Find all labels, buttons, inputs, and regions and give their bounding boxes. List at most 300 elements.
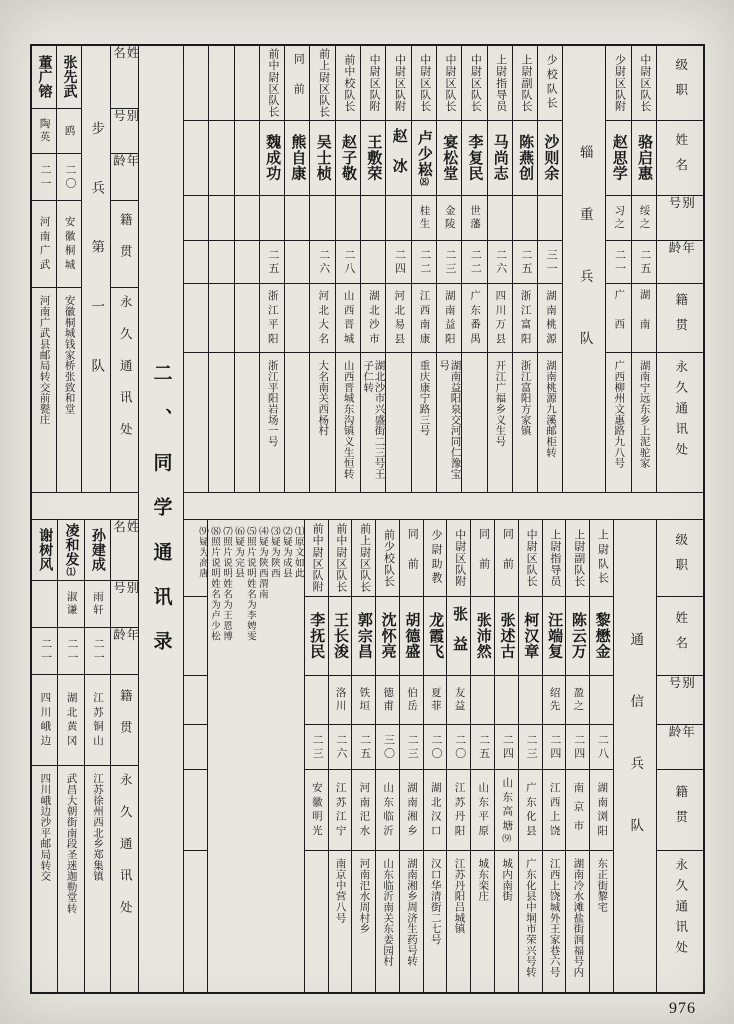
alias-cell [513,195,537,240]
alias-cell: 陶英 [32,108,56,153]
addr-cell: 东正街黎宅 [590,850,613,992]
addr-cell: 汉口华清街二七号 [424,850,447,992]
footnote-item: ⑼疑为高唐 [197,526,208,579]
age-cell: 二六 [488,240,512,283]
age-cell: 二二 [412,240,436,283]
origin-cell: 河南汜水 [352,769,375,850]
page-number: 976 [669,1000,696,1017]
addr-cell: 四川峨边沙平邮局转交 [32,765,57,992]
section-divider [184,492,703,520]
footnote-item: ⑺照片说明姓名为王恩博 [220,526,231,642]
name-cell: 沈怀亮 [376,596,399,675]
addr-cell: 安徽桐城钱家桥张致和堂 [57,287,81,492]
alias-cell [495,675,518,724]
header-cell: 籍贯 [111,674,138,765]
rank-cell: 上尉指导员 [548,529,561,587]
empty-cell [235,283,259,352]
empty-cell [184,850,207,992]
group-label-column [563,46,606,492]
header-cell: 级职 [673,533,688,583]
empty-cell [184,724,207,769]
age-cell: 二〇 [447,724,470,769]
entry-column [543,520,567,992]
alias-cell [285,195,309,240]
name-cell: 李抚民 [305,596,328,675]
name-cell: 赵子敬 [336,120,360,195]
addr-cell: 浙江平阳岩场一号 [260,352,284,492]
age-cell: 二四 [543,724,566,769]
name-cell: 宴松堂 [437,120,461,195]
empty-cell [209,120,233,195]
alias-cell: 绍先 [543,675,566,724]
entry-column [538,46,563,492]
roster-table [32,46,138,492]
name-cell: 柯汉章 [519,596,542,675]
empty-cell [209,240,233,283]
empty-cell [235,46,259,120]
name-cell: 张益 [447,596,470,675]
header-cell: 年龄 [657,240,703,283]
addr-cell: 城内南街 [495,850,518,992]
entry-column [376,520,400,992]
origin-cell: 山东临沂 [376,769,399,850]
rank-cell: 少尉区队附 [613,54,626,112]
alias-cell [590,675,613,724]
name-cell: 熊自康 [285,120,309,195]
rank-cell: 上尉队长 [596,529,609,587]
origin-cell: 山西晋城 [336,283,360,352]
alias-cell [538,195,562,240]
addr-cell: 重庆康宁路三号 [412,352,436,492]
addr-cell [462,352,486,492]
origin-cell: 河北大名 [310,283,334,352]
rank-cell: 中尉区队附 [453,529,466,587]
addr-cell: 河南广武县邮局转交前甏庄 [32,287,56,492]
origin-cell: 湖南浏阳 [590,769,613,850]
rank-cell: 中尉区队长 [638,54,651,112]
addr-cell: 山西晋城东沟镇义生恒转 [336,352,360,492]
alias-cell [488,195,512,240]
header-cell: 别号 [111,580,138,627]
infantry-section [32,46,139,992]
alias-cell: 夏菲 [424,675,447,724]
header-cell: 籍贯 [657,283,703,352]
empty-column [209,46,234,492]
rank-cell: 上尉指导员 [494,54,507,112]
age-cell: 二一 [32,153,56,200]
roster-table [184,46,703,492]
entry-column [632,46,657,492]
name-cell: 张先武 [61,54,77,100]
origin-cell: 江西南康 [412,283,436,352]
entry-column [606,46,631,492]
alias-cell: 友益 [447,675,470,724]
addr-cell: 江苏丹阳吕城镇 [447,850,470,992]
rank-cell: 同前 [477,528,490,588]
footnote-item: ⑸照片说明姓名为李娉雯 [244,526,255,642]
empty-cell [184,675,207,724]
addr-cell: 湖南益阳泉交河同仁豫宝号 [437,352,461,492]
directory-title-column [139,46,184,992]
addr-cell: 湖北沙市兴盛街二三号王子仁转 [361,352,385,492]
empty-cell [209,283,233,352]
name-cell: 董广镕 [36,54,52,100]
age-cell: 二〇 [57,153,81,200]
alias-cell [336,195,360,240]
footnote-item: ⑹疑为完县 [232,526,243,579]
age-cell: 三〇 [376,724,399,769]
alias-cell [32,580,57,627]
age-cell: 二一 [85,627,110,674]
age-cell: 二三 [400,724,423,769]
rank-cell: 前中尉区队长 [334,523,347,593]
origin-cell: 江苏铜山 [85,674,110,765]
header-cell: 永久通讯处 [111,287,138,492]
header-cell: 别号 [111,108,138,153]
entry-column [85,520,111,992]
age-cell: 二一 [606,240,630,283]
entry-column [57,46,82,492]
addr-cell: 城东栾庄 [471,850,494,992]
entry-column [310,46,335,492]
alias-cell: 淑谦 [58,580,83,627]
addr-cell [386,352,410,492]
main-roster-section [184,46,703,992]
rank-cell: 中尉区队长 [418,54,431,112]
footnote-item: ⑻照片说明姓名为卢少松 [209,526,219,642]
header-column [657,520,703,992]
addr-cell: 湖南湘乡周济生药号转 [400,850,423,992]
origin-cell: 湖北黄冈 [58,674,83,765]
entry-column [32,46,57,492]
entry-column [412,46,437,492]
empty-column [235,46,260,492]
alias-cell [361,195,385,240]
age-cell: 二五 [260,240,284,283]
alias-cell: 金陵 [437,195,461,240]
name-cell: 谢树风 [37,527,53,573]
alias-cell [386,195,410,240]
header-cell: 年龄 [111,153,138,200]
rank-cell: 中尉区队长 [525,529,538,587]
alias-cell: 世藩 [462,195,486,240]
empty-cell [184,769,207,850]
addr-cell: 浙江富阳方家镇 [513,352,537,492]
header-cell: 姓名 [657,596,703,675]
header-cell: 姓名 [111,46,139,78]
entry-column [462,46,487,492]
age-cell: 二一 [32,627,57,674]
group-label: 通信兵队 [628,631,644,881]
empty-cell [184,195,208,240]
infantry-first-team-table [32,46,138,492]
origin-cell: 湖南 [632,283,656,352]
alias-cell: 盈之 [566,675,589,724]
page-title: 二、同学通讯录 [150,362,172,676]
addr-cell: 开江广福乡义生号 [488,352,512,492]
empty-cell [209,195,233,240]
footnote-item: ⑵疑为成县 [280,526,291,579]
addr-cell [305,850,328,992]
origin-cell: 江苏江宁 [329,769,352,850]
empty-cell [235,195,259,240]
origin-cell: 山东高塘⑼ [495,769,518,850]
empty-cell [209,352,233,492]
header-cell: 年龄 [657,724,703,769]
name-cell: 凌和发⑴ [63,523,79,577]
alias-cell [260,195,284,240]
entry-column [471,520,495,992]
rank-cell: 少尉助教 [430,529,443,587]
age-cell: 二四 [386,240,410,283]
age-cell: 二三 [305,724,328,769]
alias-cell [310,195,334,240]
name-cell: 骆启惠 [632,120,656,195]
name-cell: 卢少崧⑻ [412,120,436,195]
entry-column [386,46,411,492]
age-cell: 二五 [352,724,375,769]
signal-corps-table [184,520,703,992]
alias-cell: 鸥 [57,108,81,153]
footnote-mark: ⑴ [65,567,76,577]
entry-column [488,46,513,492]
header-cell: 永久通讯处 [657,352,703,492]
rank-cell: 中尉区队附 [393,54,406,112]
age-cell: 二五 [471,724,494,769]
addr-cell: 湖南宁远东乡上泥驼家 [632,352,656,492]
addr-cell: 武昌大朝街南段圣迷迦勒堂转 [58,765,83,992]
header-cell: 级职 [673,58,688,108]
entry-column [260,46,285,492]
name-cell: 王敷荣 [361,120,385,195]
name-cell: 孙建成 [89,527,105,573]
age-cell: 二六 [329,724,352,769]
addr-cell: 河南汜水周村乡 [352,850,375,992]
name-cell: 黎懋金 [590,596,613,675]
age-cell: 二四 [495,724,518,769]
addr-cell: 广东化县中垌市荣兴号转 [519,850,542,992]
entry-column [285,46,310,492]
entry-column [305,520,329,992]
origin-cell: 安徽明光 [305,769,328,850]
rank-cell: 前中尉区队附 [311,523,324,593]
age-cell: 二八 [336,240,360,283]
origin-cell: 广东化县 [519,769,542,850]
name-cell: 吴士桢 [310,120,334,195]
age-cell: 二〇 [424,724,447,769]
empty-cell [184,596,207,675]
origin-cell: 浙江平阳 [260,283,284,352]
rank-cell: 前少校队长 [382,529,395,587]
origin-cell: 山东平原 [471,769,494,850]
addr-cell: 湖南冷水滩盐街润福号内 [566,850,589,992]
age-cell: 二一 [58,627,83,674]
header-cell: 年龄 [111,627,138,674]
table-frame [30,44,705,994]
empty-column [184,46,209,492]
addr-cell: 大名南关西杨村 [310,352,334,492]
addr-cell: 广西柳州文惠路九八号 [606,352,630,492]
alias-cell [519,675,542,724]
alias-cell: 绥之 [632,195,656,240]
empty-column [184,520,208,992]
origin-cell: 湖南益阳 [437,283,461,352]
section-divider [32,492,138,520]
rank-cell: 同前 [406,528,419,588]
alias-cell: 伯岳 [400,675,423,724]
group-label: 步兵第一队 [89,120,105,418]
empty-cell [184,352,208,492]
age-cell [285,240,309,283]
name-cell: 张述古 [495,596,518,675]
origin-cell: 南京市 [566,769,589,850]
age-cell: 二五 [632,240,656,283]
header-cell: 别号 [657,195,703,240]
age-cell: 二二 [462,240,486,283]
transport-corps-table [184,46,703,492]
footnotes-block [197,520,304,992]
addr-cell: 湖南桃源九溪邮柜转 [538,352,562,492]
entry-column [447,520,471,992]
header-cell: 永久通讯处 [111,765,138,992]
roster-table [184,520,703,992]
origin-cell: 四川万县 [488,283,512,352]
addr-cell: 山东临沂南关东姜园村 [376,850,399,992]
rank-cell: 前上尉区队长 [317,48,330,118]
name-cell: 魏成功 [260,120,284,195]
age-cell: 二五 [513,240,537,283]
age-cell: 二六 [310,240,334,283]
origin-cell: 湖北汉口 [424,769,447,850]
entry-column [495,520,519,992]
age-cell: 三一 [538,240,562,283]
entry-column [58,520,84,992]
entry-column [352,520,376,992]
entry-column [336,46,361,492]
group-label: 辎重兵队 [577,144,593,394]
rank-cell: 上尉副队长 [519,54,532,112]
entry-column [437,46,462,492]
footnote-mark: ⑻ [418,177,429,187]
entry-column [424,520,448,992]
age-cell: 二三 [519,724,542,769]
origin-cell: 浙江富阳 [513,283,537,352]
rank-cell: 少校队长 [545,54,558,112]
empty-cell [184,283,208,352]
alias-cell [305,675,328,724]
name-cell: 胡德盛 [400,596,423,675]
age-cell: 二四 [566,724,589,769]
origin-cell: 河南广武 [32,200,56,287]
origin-cell: 四川峨边 [32,674,57,765]
header-cell: 姓名 [111,520,139,552]
header-cell: 姓名 [657,120,703,195]
footnote-mark: ⑼ [501,833,512,843]
header-cell: 别号 [657,675,703,724]
group-label-column [614,520,657,992]
origin-cell: 湖北沙市 [361,283,385,352]
name-cell: 陈燕创 [513,120,537,195]
rank-cell: 中尉区队长 [444,54,457,112]
entry-column [513,46,538,492]
addr-cell [285,352,309,492]
footnote-item: ⑴原文如此 [292,526,303,579]
origin-cell: 河北易县 [386,283,410,352]
name-cell: 汪端复 [543,596,566,675]
rank-cell: 中尉区队附 [368,54,381,112]
entry-column [590,520,614,992]
origin-cell: 江苏丹阳 [447,769,470,850]
name-cell: 赵冰 [386,120,410,195]
entry-column [329,520,353,992]
entry-column [361,46,386,492]
name-cell: 沙则余 [538,120,562,195]
empty-cell [235,240,259,283]
empty-cell [184,240,208,283]
age-cell: 二八 [590,724,613,769]
origin-cell: 广东番禺 [462,283,486,352]
name-cell: 郭宗昌 [352,596,375,675]
origin-cell: 湖南湘乡 [400,769,423,850]
header-cell: 永久通讯处 [657,850,703,992]
alias-cell [471,675,494,724]
name-cell: 赵思学 [606,120,630,195]
name-cell: 陈云万 [566,596,589,675]
origin-cell: 广西 [606,283,630,352]
rank-cell: 同前 [501,528,514,588]
rank-cell: 前上尉区队长 [358,523,371,593]
rank-cell: 前中校队长 [342,54,355,112]
roster-table [32,520,138,992]
origin-cell: 江西上饶 [543,769,566,850]
alias-cell: 铁垣 [352,675,375,724]
age-cell: 二三 [437,240,461,283]
origin-cell: 湖南桃源 [538,283,562,352]
addr-cell: 江苏徐州西北乡郑集镇 [85,765,110,992]
name-cell: 李复民 [462,120,486,195]
footnote-item: ⑷疑为陕西渭南 [256,526,267,600]
header-cell: 籍贯 [657,769,703,850]
header-column [657,46,703,492]
rank-cell: 上尉副队长 [572,529,585,587]
empty-cell [184,120,208,195]
name-cell: 王长浚 [329,596,352,675]
alias-cell: 雨轩 [85,580,110,627]
header-column [111,520,138,992]
header-cell: 籍贯 [111,200,138,287]
entry-column [400,520,424,992]
name-cell: 张沛然 [471,596,494,675]
name-cell: 马尚志 [488,120,512,195]
rank-cell: 中尉区队长 [469,54,482,112]
rank-cell: 前中尉区队长 [266,48,279,118]
origin-cell [285,283,309,352]
entry-column [566,520,590,992]
entry-column [519,520,543,992]
alias-cell: 德甫 [376,675,399,724]
name-cell: 龙霞飞 [424,596,447,675]
header-column [111,46,138,492]
empty-cell [209,46,233,120]
age-cell [361,240,385,283]
footnote-item: ⑶疑为陕西 [268,526,279,579]
empty-cell [184,46,208,120]
alias-cell: 洛川 [329,675,352,724]
addr-cell: 江西上饶城外王家巷六号 [543,850,566,992]
alias-cell: 习之 [606,195,630,240]
entry-column [32,520,58,992]
rank-cell: 同前 [292,53,305,113]
